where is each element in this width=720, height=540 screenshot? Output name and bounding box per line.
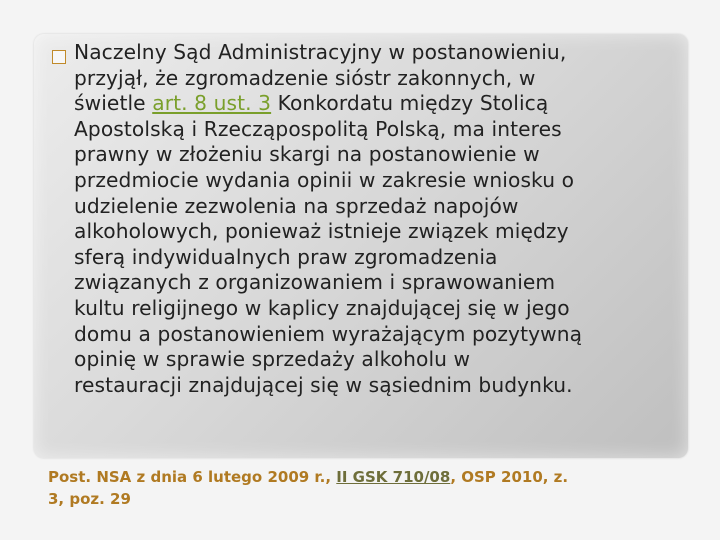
bullet-line: domu a postanowieniem wyrażającym pozytywną (74, 321, 583, 346)
bullet-line: prawny w złożeniu skargi na postanowienie w (74, 142, 540, 167)
bullet-square-icon (52, 50, 66, 64)
bullet-line: sferą indywidualnych praw zgromadzenia (74, 244, 498, 269)
citation-text: , OSP 2010, z. (450, 468, 569, 486)
bullet-line: przedmiocie wydania opinii w zakresie wniosku o (74, 167, 575, 192)
citation-text: Post. NSA z dnia 6 lutego 2009 r., (48, 468, 337, 486)
bullet-line: opinię w sprawie sprzedaży alkoholu w (74, 347, 471, 372)
bullet-line: restauracji znajdującej się w sąsiednim budynku. (74, 372, 573, 397)
citation-line (48, 466, 698, 488)
case-number-link[interactable]: II GSK 710/08 (336, 468, 451, 486)
bullet-line: kultu religijnego w kaplicy znajdującej się w jego (74, 295, 570, 320)
bullet-line: alkoholowych, ponieważ istnieje związek między (74, 219, 569, 244)
bullet-line: Naczelny Sąd Administracyjny w postanowieniu, (74, 40, 567, 64)
bullet-line-part: Konkordatu między Stolicą (271, 91, 549, 116)
bullet-text (52, 40, 692, 398)
citation (48, 466, 698, 510)
article-link[interactable]: art. 8 ust. 3 (152, 91, 272, 116)
citation-line: 3, poz. 29 (48, 490, 131, 508)
bullet-line-part: świetle (74, 91, 153, 116)
bullet-line: udzielenie zezwolenia na sprzedaż napojów (74, 193, 519, 218)
bullet-item (52, 40, 692, 398)
bullet-line (74, 91, 692, 117)
bullet-line: przyjął, że zgromadzenie sióstr zakonnych, w (74, 65, 536, 90)
bullet-line: związanych z organizowaniem i sprawowaniem (74, 270, 556, 295)
bullet-line: Apostolską i Rzecząpospolitą Polską, ma interes (74, 116, 562, 141)
